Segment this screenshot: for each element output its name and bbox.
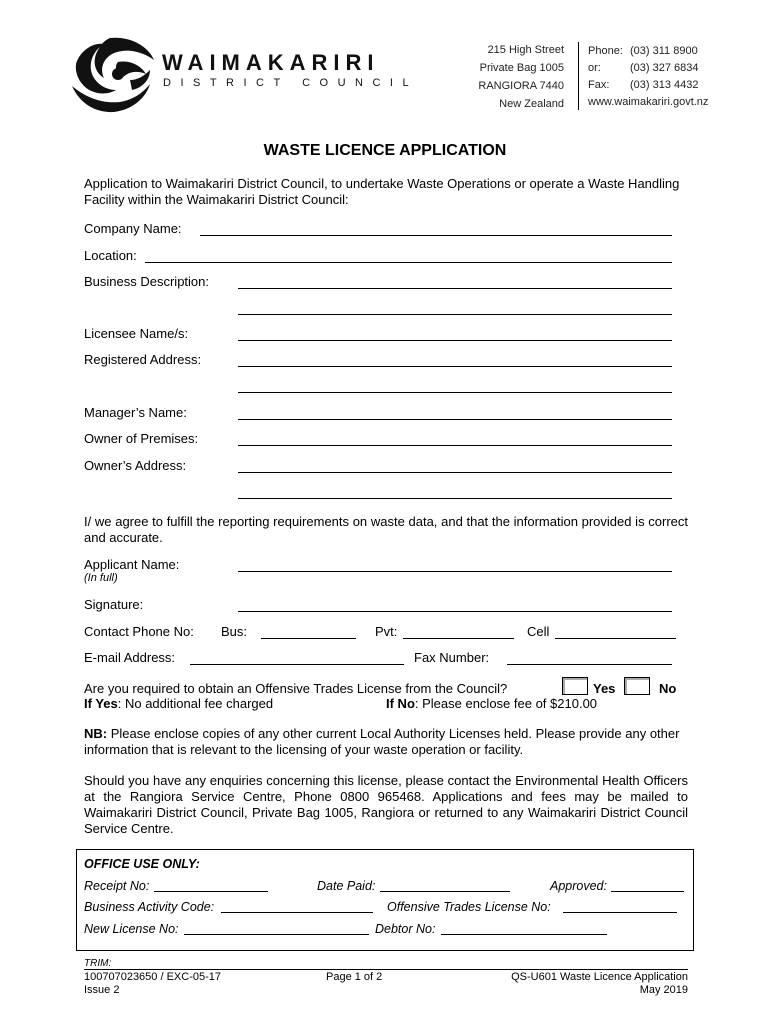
yes-checkbox[interactable] <box>562 677 588 695</box>
email-field[interactable] <box>190 664 404 665</box>
footer-date: May 2019 <box>639 984 688 996</box>
owners-address-label: Owner’s Address: <box>84 458 187 473</box>
email-label: E-mail Address: <box>84 650 176 665</box>
registered-address-field[interactable] <box>238 366 672 367</box>
intro-text: Application to Waimakariri District Council, to undertake Waste Operations or operate a Waste Handling Facility within the Waimakariri District Council: <box>84 176 680 207</box>
address-line: Private Bag 1005 <box>479 62 564 74</box>
new-license-no-field[interactable] <box>184 934 369 935</box>
debtor-no-label: Debtor No: <box>375 922 436 936</box>
contact-value: (03) 327 6834 <box>630 62 699 74</box>
nb-text <box>84 726 688 758</box>
pvt-phone-field[interactable] <box>403 638 514 639</box>
applicant-name-label: Applicant Name: <box>84 557 180 572</box>
header-divider <box>578 42 579 110</box>
managers-name-label: Manager’s Name: <box>84 405 187 420</box>
location-field[interactable] <box>145 262 672 263</box>
if-no-label: If No <box>386 696 415 711</box>
cell-label: Cell <box>527 624 550 639</box>
approved-field[interactable] <box>611 891 684 892</box>
managers-name-field[interactable] <box>238 419 672 420</box>
in-full-note: (In full) <box>84 572 118 584</box>
company-name-field[interactable] <box>200 235 672 236</box>
receipt-no-field[interactable] <box>154 891 268 892</box>
offensive-trades-question: Are you required to obtain an Offensive Trades License from the Council? <box>84 681 508 696</box>
date-paid-label: Date Paid: <box>317 879 376 893</box>
page-number: Page 1 of 2 <box>326 971 383 983</box>
offensive-trades-license-no-label: Offensive Trades License No: <box>387 900 551 914</box>
contact-value: (03) 311 8900 <box>630 45 698 57</box>
fax-number-label: Fax Number: <box>414 650 490 665</box>
registered-address-label: Registered Address: <box>84 352 202 367</box>
enquiries-text: Should you have any enquiries concerning this license, please contact the Environmental Health Officers at the Rangiora Service Centre, Phone 0800 965468. Applications and fees may be mailed to Waimakariri District Council, Private Bag 1005, Rangiora or returned to any Waimakariri District Council Service Centre. <box>84 773 688 836</box>
page-title: WASTE LICENCE APPLICATION <box>263 142 507 159</box>
contact-phone-label: Contact Phone No: <box>84 624 194 639</box>
trim-label: TRIM: <box>84 958 112 969</box>
owner-of-premises-label: Owner of Premises: <box>84 431 199 446</box>
contact-block <box>588 43 708 111</box>
if-no-line <box>386 696 597 711</box>
address-line: New Zealand <box>499 98 564 110</box>
business-activity-code-label: Business Activity Code: <box>84 900 215 914</box>
signature-field[interactable] <box>238 611 672 612</box>
licensee-names-field[interactable] <box>238 340 672 341</box>
new-license-no-label: New License No: <box>84 922 179 936</box>
signature-label: Signature: <box>84 597 144 612</box>
address-line: 215 High Street <box>487 44 564 56</box>
approved-label: Approved: <box>550 879 607 893</box>
logo-sub: DISTRICT COUNCIL <box>163 77 419 89</box>
council-logo-icon <box>70 34 156 114</box>
applicant-name-field[interactable] <box>238 571 672 572</box>
footer-doc-code: QS-U601 Waste Licence Application <box>511 971 688 983</box>
address-block <box>478 41 564 113</box>
contact-value: (03) 313 4432 <box>630 79 699 91</box>
yes-label: Yes <box>593 681 616 696</box>
registered-address-field-2[interactable] <box>238 392 672 393</box>
nb-body: Please enclose copies of any other current Local Authority Licenses held. Please provide any other information that is relevant to the licensing of your waste operation or facility. <box>84 726 680 757</box>
company-name-label: Company Name: <box>84 221 182 236</box>
no-label: No <box>659 681 677 696</box>
owners-address-field-2[interactable] <box>238 498 672 499</box>
owners-address-field[interactable] <box>238 472 672 473</box>
licensee-names-label: Licensee Name/s: <box>84 326 189 341</box>
if-yes-text: : No additional fee charged <box>117 696 274 711</box>
business-description-field-2[interactable] <box>238 314 672 315</box>
logo-name: WAIMAKARIRI <box>162 50 380 75</box>
office-use-heading: OFFICE USE ONLY: <box>84 857 200 871</box>
bus-phone-field[interactable] <box>261 638 356 639</box>
business-description-label: Business Description: <box>84 274 209 289</box>
business-activity-code-field[interactable] <box>221 912 373 913</box>
if-no-text: : Please enclose fee of $210.00 <box>414 696 598 711</box>
address-line: RANGIORA 7440 <box>478 80 564 92</box>
no-checkbox[interactable] <box>624 677 650 695</box>
fax-number-field[interactable] <box>507 664 672 665</box>
footer-ref: 100707023650 / EXC-05-17 <box>84 971 221 983</box>
debtor-no-field[interactable] <box>441 934 607 935</box>
owner-of-premises-field[interactable] <box>238 445 672 446</box>
contact-label: or: <box>588 62 601 74</box>
website[interactable]: www.waimakariri.govt.nz <box>588 96 709 108</box>
business-description-field[interactable] <box>238 288 672 289</box>
cell-phone-field[interactable] <box>555 638 676 639</box>
date-paid-field[interactable] <box>380 891 510 892</box>
contact-label: Phone: <box>588 45 623 57</box>
receipt-no-label: Receipt No: <box>84 879 150 893</box>
footer-issue: Issue 2 <box>84 984 120 996</box>
contact-label: Fax: <box>588 79 610 91</box>
agreement-text: I/ we agree to fulfill the reporting requirements on waste data, and that the information provided is correct and accurate. <box>84 514 688 545</box>
location-label: Location: <box>84 248 137 263</box>
offensive-trades-license-no-field[interactable] <box>563 912 677 913</box>
nb-label: NB: <box>84 726 108 741</box>
pvt-label: Pvt: <box>375 624 398 639</box>
bus-label: Bus: <box>221 624 248 639</box>
if-yes-line <box>84 696 273 711</box>
footer-rule <box>84 969 688 970</box>
if-yes-label: If Yes <box>84 696 118 711</box>
